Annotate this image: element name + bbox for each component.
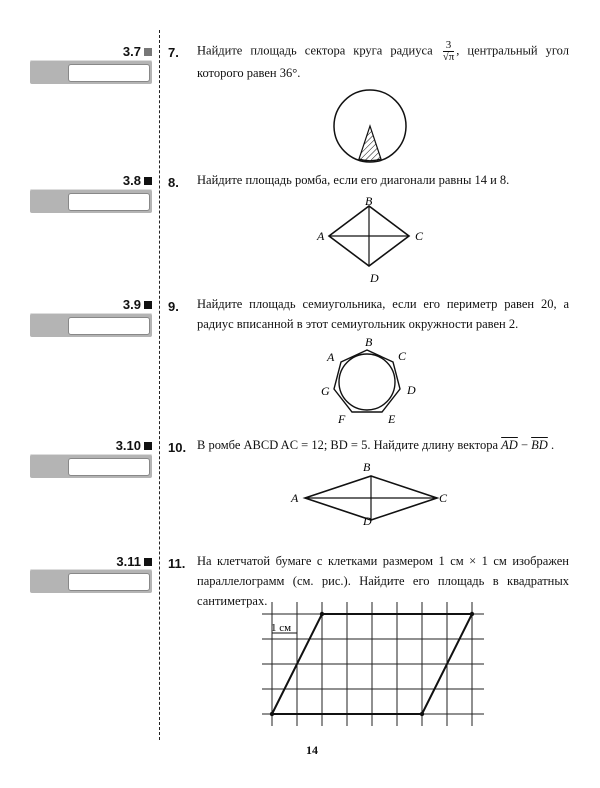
svg-text:C: C <box>439 491 448 505</box>
answer-field-3-10[interactable] <box>68 458 150 476</box>
answer-box-3-10[interactable] <box>30 454 152 478</box>
svg-text:A: A <box>327 350 335 364</box>
figure-heptagon <box>314 334 424 428</box>
vector-ad: $\overline{AD}$ <box>501 438 518 452</box>
svg-text:G: G <box>321 384 330 398</box>
fraction: $\frac{3}{√\pi}$ <box>442 39 455 63</box>
svg-text:A: A <box>317 229 325 243</box>
svg-text:C: C <box>398 349 407 363</box>
vector-bd: $\overline{BD}$ <box>531 438 548 452</box>
problem-text-9: Найдите площадь семиугольника, если его периметр равен 20, а радиус вписанной в этот семиугольник окружности равен 2. <box>197 297 569 331</box>
answer-code-3-9: 3.9 <box>72 297 152 312</box>
problem-text-7: Найдите площадь сектора круга радиуса $\frac{3}{√\pi}$ , центральный угол которого равен 36°. <box>197 39 569 80</box>
svg-text:D: D <box>363 514 372 526</box>
page-number: 14 <box>306 743 318 757</box>
answer-box-3-7[interactable] <box>30 60 152 84</box>
svg-text:B: B <box>365 194 373 208</box>
answer-field-3-11[interactable] <box>68 573 150 591</box>
problem-text-10: В ромбе ABCD AC = 12; BD = 5. Найдите длину вектора $\overline{AD} - \overline{BD}$ . <box>197 438 555 452</box>
problem-number-7: 7. <box>168 45 179 60</box>
answer-field-3-7[interactable] <box>68 64 150 82</box>
figure-rhombus-8 <box>312 194 432 286</box>
problem-number-10: 10. <box>168 440 187 455</box>
problem-number-11: 11. <box>168 556 186 571</box>
svg-text:E: E <box>388 412 396 426</box>
answer-code-3-8: 3.8 <box>72 173 152 188</box>
answer-box-3-8[interactable] <box>30 189 152 213</box>
margin-divider <box>159 30 160 740</box>
figure-circle-sector <box>326 86 414 166</box>
problem-text-11: На клетчатой бумаге с клетками размером 1 см × 1 см изображен параллелограмм (см. рис.). Найдите его площадь в квадратных сантиметрах. <box>197 554 569 608</box>
answer-field-3-8[interactable] <box>68 193 150 211</box>
svg-text:1 см: 1 см <box>271 622 292 634</box>
svg-text:D: D <box>370 271 379 285</box>
svg-text:B: B <box>363 460 371 474</box>
answer-code-3-10: 3.10 <box>72 438 152 453</box>
svg-text:F: F <box>338 412 346 426</box>
problem-number-9: 9. <box>168 299 179 314</box>
svg-text:D: D <box>407 383 416 397</box>
answer-code-3-7: 3.7 <box>72 44 152 59</box>
problem-number-8: 8. <box>168 175 179 190</box>
figure-grid-parallelogram <box>258 602 498 730</box>
answer-box-3-9[interactable] <box>30 313 152 337</box>
svg-text:A: A <box>291 491 299 505</box>
answer-code-3-11: 3.11 <box>72 554 152 569</box>
figure-rhombus-10 <box>288 460 458 526</box>
answer-box-3-11[interactable] <box>30 569 152 593</box>
svg-text:B: B <box>365 335 373 349</box>
problem-text-8: Найдите площадь ромба, если его диагонали равны 14 и 8. <box>197 173 510 187</box>
svg-text:C: C <box>415 229 424 243</box>
answer-field-3-9[interactable] <box>68 317 150 335</box>
